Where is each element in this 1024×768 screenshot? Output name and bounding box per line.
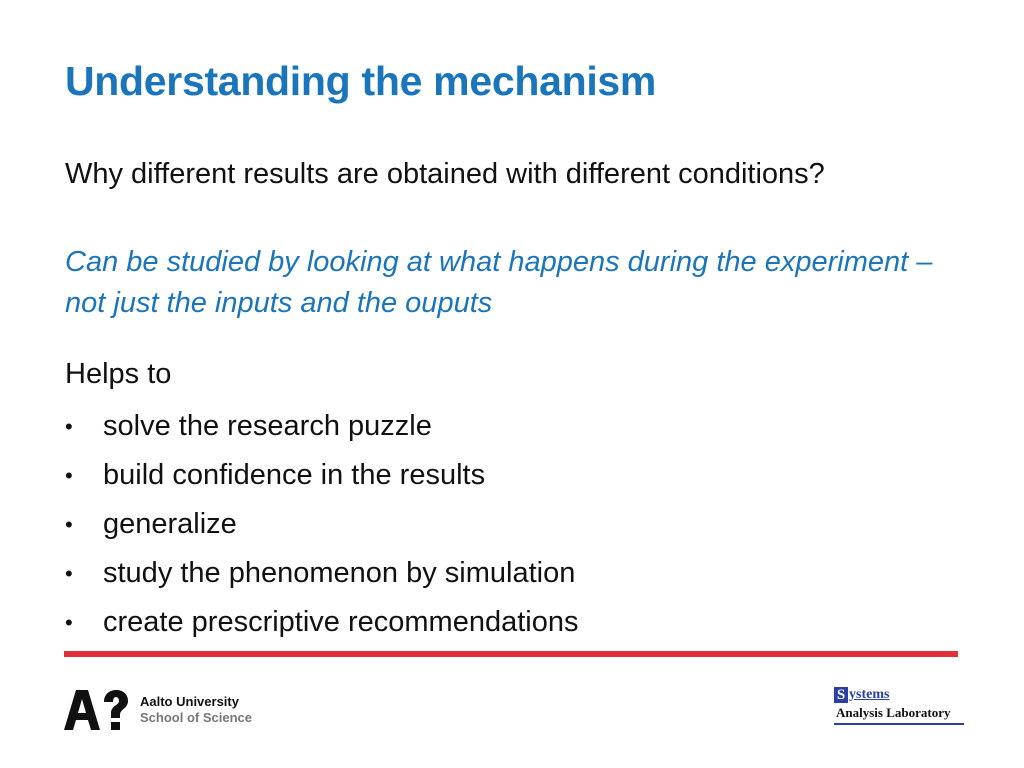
list-item [65,402,578,451]
sal-underline [834,723,964,725]
aalto-a-question-icon [64,690,128,730]
list-item [65,451,578,500]
sal-logo [832,685,968,729]
bullet-icon: • [65,463,73,488]
bullet-icon: • [65,414,73,439]
bullet-icon: • [65,561,73,586]
answer-text: Can be studied by looking at what happens during the experiment – not just the inputs and the ouputs [65,246,933,319]
aalto-logo [64,690,252,730]
list-item [65,549,578,598]
aalto-school-label: School of Science [140,710,252,725]
sal-systems-label: ystems [849,687,890,702]
sal-initial: S [834,687,848,703]
slide-title: Understanding the mechanism [65,58,657,104]
list-item-text: study the phenomenon by simulation [103,557,576,589]
bullet-list [65,402,578,647]
footer-divider [64,651,958,657]
helps-heading: Helps to [65,358,172,390]
sal-analysis-label: Analysis Laboratory [836,705,951,720]
bullet-icon: • [65,610,73,635]
aalto-text [140,694,252,726]
list-item-text: generalize [103,508,237,540]
question-text: Why different results are obtained with different conditions? [65,158,825,190]
list-item-text: solve the research puzzle [103,410,432,442]
bullet-icon: • [65,512,73,537]
list-item-text: create prescriptive recommendations [103,606,579,638]
aalto-university-label: Aalto University [140,694,239,709]
list-item [65,598,578,647]
list-item-text: build confidence in the results [103,459,486,491]
list-item [65,500,578,549]
